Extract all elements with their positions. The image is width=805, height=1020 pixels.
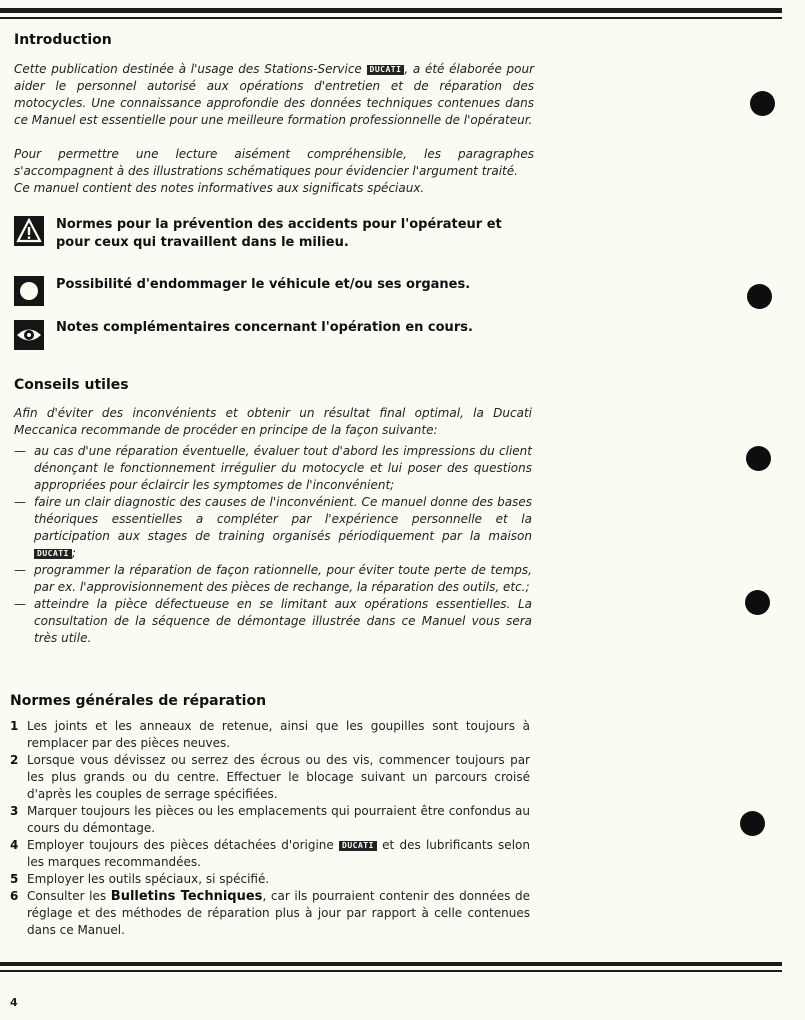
normes-list — [10, 718, 530, 939]
punch-hole — [740, 811, 765, 836]
list-item: 4 Employer toujours des pièces détachées d'origine DUCATI et des lubrificants selon les marques recommandées. — [10, 838, 530, 869]
top-rule-thin — [0, 17, 782, 19]
list-item: 6 Consulter les Bulletins Techniques, car ils pourraient contenir des données de réglage et des méthodes de réparation plus à jour par rapport à celle contenues dans ce Manuel. — [10, 889, 531, 937]
intro-paragraph-2: Pour permettre une lecture aisément compréhensible, les paragraphes s'accompagnent à des illustrations schématiques pour évidencier l'argument traité. — [14, 147, 534, 178]
damage-note-text: Possibilité d'endommager le véhicule et/ou ses organes. — [56, 277, 471, 292]
page-number: 4 — [10, 996, 18, 1009]
intro-text-end: , a été élaborée pour aider le personnel autorisé aux opérations d'entretien et de réparation des motocycles. Une connaissance approfondie des données techniques contenues dans ce Manuel est essentielle pour une meilleure formation professionnelle de l'opérateur. — [14, 62, 535, 127]
safety-note-text: Normes pour la prévention des accidents pour l'opérateur et pour ceux qui travaillent dans le milieu. — [56, 217, 502, 250]
top-rule-thick — [0, 8, 782, 13]
intro-heading: Introduction — [14, 32, 112, 48]
conseils-list — [14, 443, 532, 647]
conseils-intro: Afin d'éviter des inconvénients et obtenir un résultat final optimal, la Ducati Meccanica recommande de procéder en principe de la façon suivante: — [14, 406, 532, 437]
intro-paragraph-3: Ce manuel contient des notes informatives aux significats spéciaux. — [14, 181, 425, 195]
list-item: — programmer la réparation de façon rationnelle, pour éviter toute perte de temps, par ex. l'approvisionnement des pièces de rechange, la réparation des outils, etc.; — [14, 563, 532, 594]
conseils-heading: Conseils utiles — [14, 377, 129, 393]
complementary-note-text: Notes complémentaires concernant l'opération en cours. — [56, 320, 473, 335]
ducati-logo: DUCATI — [367, 65, 405, 75]
list-item: — atteindre la pièce défectueuse en se limitant aux opérations essentielles. La consultation de la séquence de démontage illustrée dans ce Manuel vous sera très utile. — [14, 597, 532, 645]
list-item: 5 Employer les outils spéciaux, si spécifié. — [10, 872, 270, 886]
intro-paragraph — [14, 61, 534, 129]
list-item: 2 Lorsque vous dévissez ou serrez des écrous ou des vis, commencer toujours par les plus grands ou du centre. Effectuer le blocage suivant un parcours croisé d'après les couples de serrage spécifiées. — [10, 753, 530, 801]
punch-hole — [746, 446, 771, 471]
list-item: — au cas d'une réparation éventuelle, évaluer tout d'abord les impressions du client dénonçant le fonctionnement irrégulier du motocycle et lui poser des questions appropriées pour éclaircir les symptomes de l'inconvénient; — [14, 444, 532, 492]
warning-triangle-icon — [14, 216, 44, 246]
bottom-rule-thin — [0, 970, 782, 972]
list-item: 3 Marquer toujours les pièces ou les emplacements qui pourraient être confondus au cours du démontage. — [10, 804, 530, 835]
bulletins-techniques: Bulletins Techniques — [110, 889, 263, 904]
bottom-rule-thick — [0, 962, 782, 966]
intro-text-start: Cette publication destinée à l'usage des Stations-Service — [14, 62, 362, 76]
list-item: — faire un clair diagnostic des causes de l'inconvénient. Ce manuel donne des bases théoriques essentielles a compléter par l'expérience personnelle et la participation aux stages de training organisés périodiquement par la maison DUCATI ; — [14, 495, 532, 560]
list-item: 1 Les joints et les anneaux de retenue, ainsi que les goupilles sont toujours à remplacer par des pièces neuves. — [10, 719, 530, 750]
ducati-logo: DUCATI — [34, 549, 72, 559]
eye-icon — [14, 320, 44, 350]
damage-circle-icon — [14, 276, 44, 306]
punch-hole — [750, 91, 775, 116]
punch-hole — [747, 284, 772, 309]
punch-hole — [745, 590, 770, 615]
ducati-logo: DUCATI — [339, 841, 377, 851]
normes-heading: Normes générales de réparation — [10, 693, 267, 709]
